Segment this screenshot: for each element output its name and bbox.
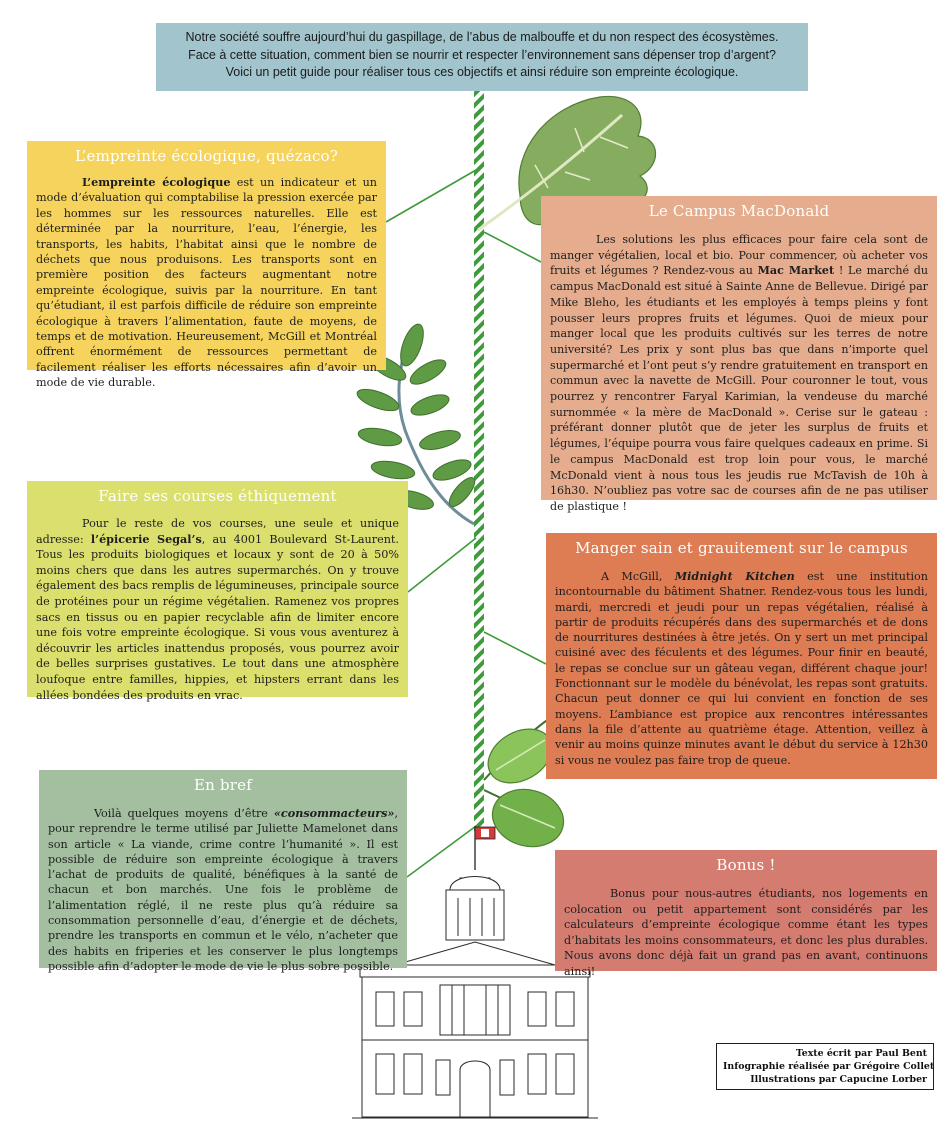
credit-text: Texte écrit par Paul Bent [795,1048,927,1059]
courses-title: Faire ses courses éthiquement [98,487,337,505]
empreinte-section [27,141,386,390]
bonus-section [555,850,937,978]
courses-section [27,481,408,702]
macdonald-strong: Mac Market [757,264,835,278]
macdonald-section [541,196,937,513]
intro-banner [156,23,808,91]
courses-body-2: , au 4001 Boulevard St-Laurent. Tous les produits biologiques et locaux y sont de 20 à 50% moins chers que dans les autres supermarchés. On y trouve également des bacs remplis de légumineuses, principale source de protéines pour un régime végétalien. Ramenez vos propres sacs en tissus ou en papier recyclable afin de limiter encore une fois votre empreinte écologique. Si vous vous aventurez à découvrir les articles inattendus proposés, vous pourrez avoir de belles surprises gustatives. Le tout dans une atmosphère loufoque entre familles, hippies, et hipsters errant dans les allées bondées des produits en vrac. [36,532,399,702]
courses-text [36,516,399,703]
intro-line-1: Notre société souffre aujourd’hui du gaspillage, de l’abus de malbouffe et du non respect des écosystèmes. [185,30,779,44]
stem-stripe [474,91,484,831]
macdonald-body-1: Les solutions les plus efficaces pour faire cela sont de manger végétalien, local et bio. Pour commencer, où acheter vos fruits et légumes ? Rendez-vous au [550,233,928,278]
manger-text [555,569,928,768]
manger-strong: Midnight Kitchen [674,569,795,583]
manger-body-2: est une institution incontournable du bâtiment Shatner. Rendez-vous tous les lundi, mardi, mercredi et jeudi pour un repas végétalien, réalisé à partir de produits récupérés dans des supermarchés et de dons de nourritures destinées à être jetés. On y sert un met principal cuisiné avec des féculents et des légumes. Pour finir en beauté, le repas se conclue sur un gâteau vegan, différent chaque jour! Fonctionnant sur le modèle du bénévolat, les repas sont gratuits. Chacun peut donner ce qui lui convient en fonction de ses moyens. L’ambiance est propice aux rencontres intéressantes dans la file d’attente au quatrième étage. Attention, veillez à venir au moins quinze minutes avant le début du service à 12h30 si vous ne voulez pas faire trop de queue. [555,570,928,767]
enbref-strong: «consommacteurs» [273,806,395,820]
bonus-text: Bonus pour nous-autres étudiants, nos logements en colocation ou petit appartement sont considérés par les calculateurs d’empreinte écologique comme étant les types d’habitats les moins consommateurs, et donc les plus durables. Nous avons donc déjà fait un grand pas en avant, continuons ainsi! [564,887,928,978]
courses-body-1: Pour le reste de vos courses, une seule et unique adresse: [36,517,399,546]
enbref-title: En bref [194,776,252,794]
intro-line-3: Voici un petit guide pour réaliser tous ces objectifs et ainsi réduire son empreinte écologique. [225,65,739,79]
macdonald-body-2: ! Le marché du campus MacDonald est situé à Sainte Anne de Bellevue. Dirigé par Mike Bleho, les étudiants et les employés à temps pleins y font pousser leurs propres fruits et légumes. Quoi de mieux pour manger local que les produits cultivés sur les terres de notre université? Les prix y sont plus bas que dans n’importe quel supermarché et l’ont peut s’y rendre gratuitement en transport en commun avec la navette de McGill. Pour couronner le tout, vous pourrez y rencontrer Faryal Karimian, la vendeuse du marché surnommée « la mère de MacDonald ». Cerise sur le gateau : préférant donner plutôt que de jeter les surplus de fruits et légumes, l’équipe pourra vous faire quelques cadeaux en prime. Si le campus MacDonald est trop loin pour vous, le marché McDonald vient à nous tous les jeudis rue McTavish de 10h à 16h30. N’oubliez pas votre sac de courses afin de ne pas utiliser de plastique ! [550,264,929,513]
enbref-section [39,770,407,973]
manger-body-1: A McGill, [601,570,675,583]
empreinte-text [36,175,377,391]
manger-title: Manger sain et grauitement sur le campus [575,539,908,557]
credit-infographic: Infographie réalisée par Grégoire Collet [723,1061,935,1072]
intro-line-2: Face à cette situation, comment bien se nourrir et respecter l’environnement sans dépenser trop d’argent? [188,47,776,62]
enbref-body-2: , pour reprendre le terme utilisé par Juliette Mamelonet dans son article « La viande, crime contre l’humanité ». Il est possible de réduire son empreinte écologique à travers l’achat de produits de qualité, bénéfiques à la santé de chacun et bon marchés. Une fois le problème de l’alimentation réglé, il ne reste plus qu’à réduire sa consommation personnelle d’eau, d’énergie et de déchets, prendre les transports en commun et le vélo, n’acheter que des habits en friperies et les conserver le plus longtemps possible afin d’adopter le mode de vie le plus sobre possible. [48,807,398,973]
manger-section [546,533,937,779]
credit-illustrations: Illustrations par Capucine Lorber [750,1074,927,1085]
enbref-text [48,806,398,974]
enbref-body-1: Voilà quelques moyens d’être [94,807,274,820]
credits-box [716,1043,934,1090]
empreinte-title: L’empreinte écologique, quézaco? [74,147,339,165]
courses-strong: l’épicerie Segal’s [90,531,202,546]
flag-icon [475,826,495,870]
bonus-title: Bonus ! [716,856,776,874]
macdonald-title: Le Campus MacDonald [648,202,830,220]
macdonald-text [550,232,928,515]
empreinte-lead: L’empreinte écologique [82,175,231,189]
empreinte-body: est un indicateur et un mode d’évaluation qui comptabilise la pression exercée par les hommes sur les ressources naturelles. Elle est déterminée par la nourriture, l’eau, l’énergie, les transports, les habits, l’habitat ainsi que le nombre de déchets que nous produisons. Les transports sont en première position des facteurs augmentant notre empreinte écologique, suivis par la nourriture. En tant qu’étudiant, il est parfois difficile de réduire son empreinte écologique à travers l’alimentation, faute de moyens, de temps et de motivation. Heureusement, McGill et Montréal offrent énormément de ressources permettant de facilement réaliser les efforts nécessaires afin d’avoir un mode de vie durable. [36,176,377,390]
